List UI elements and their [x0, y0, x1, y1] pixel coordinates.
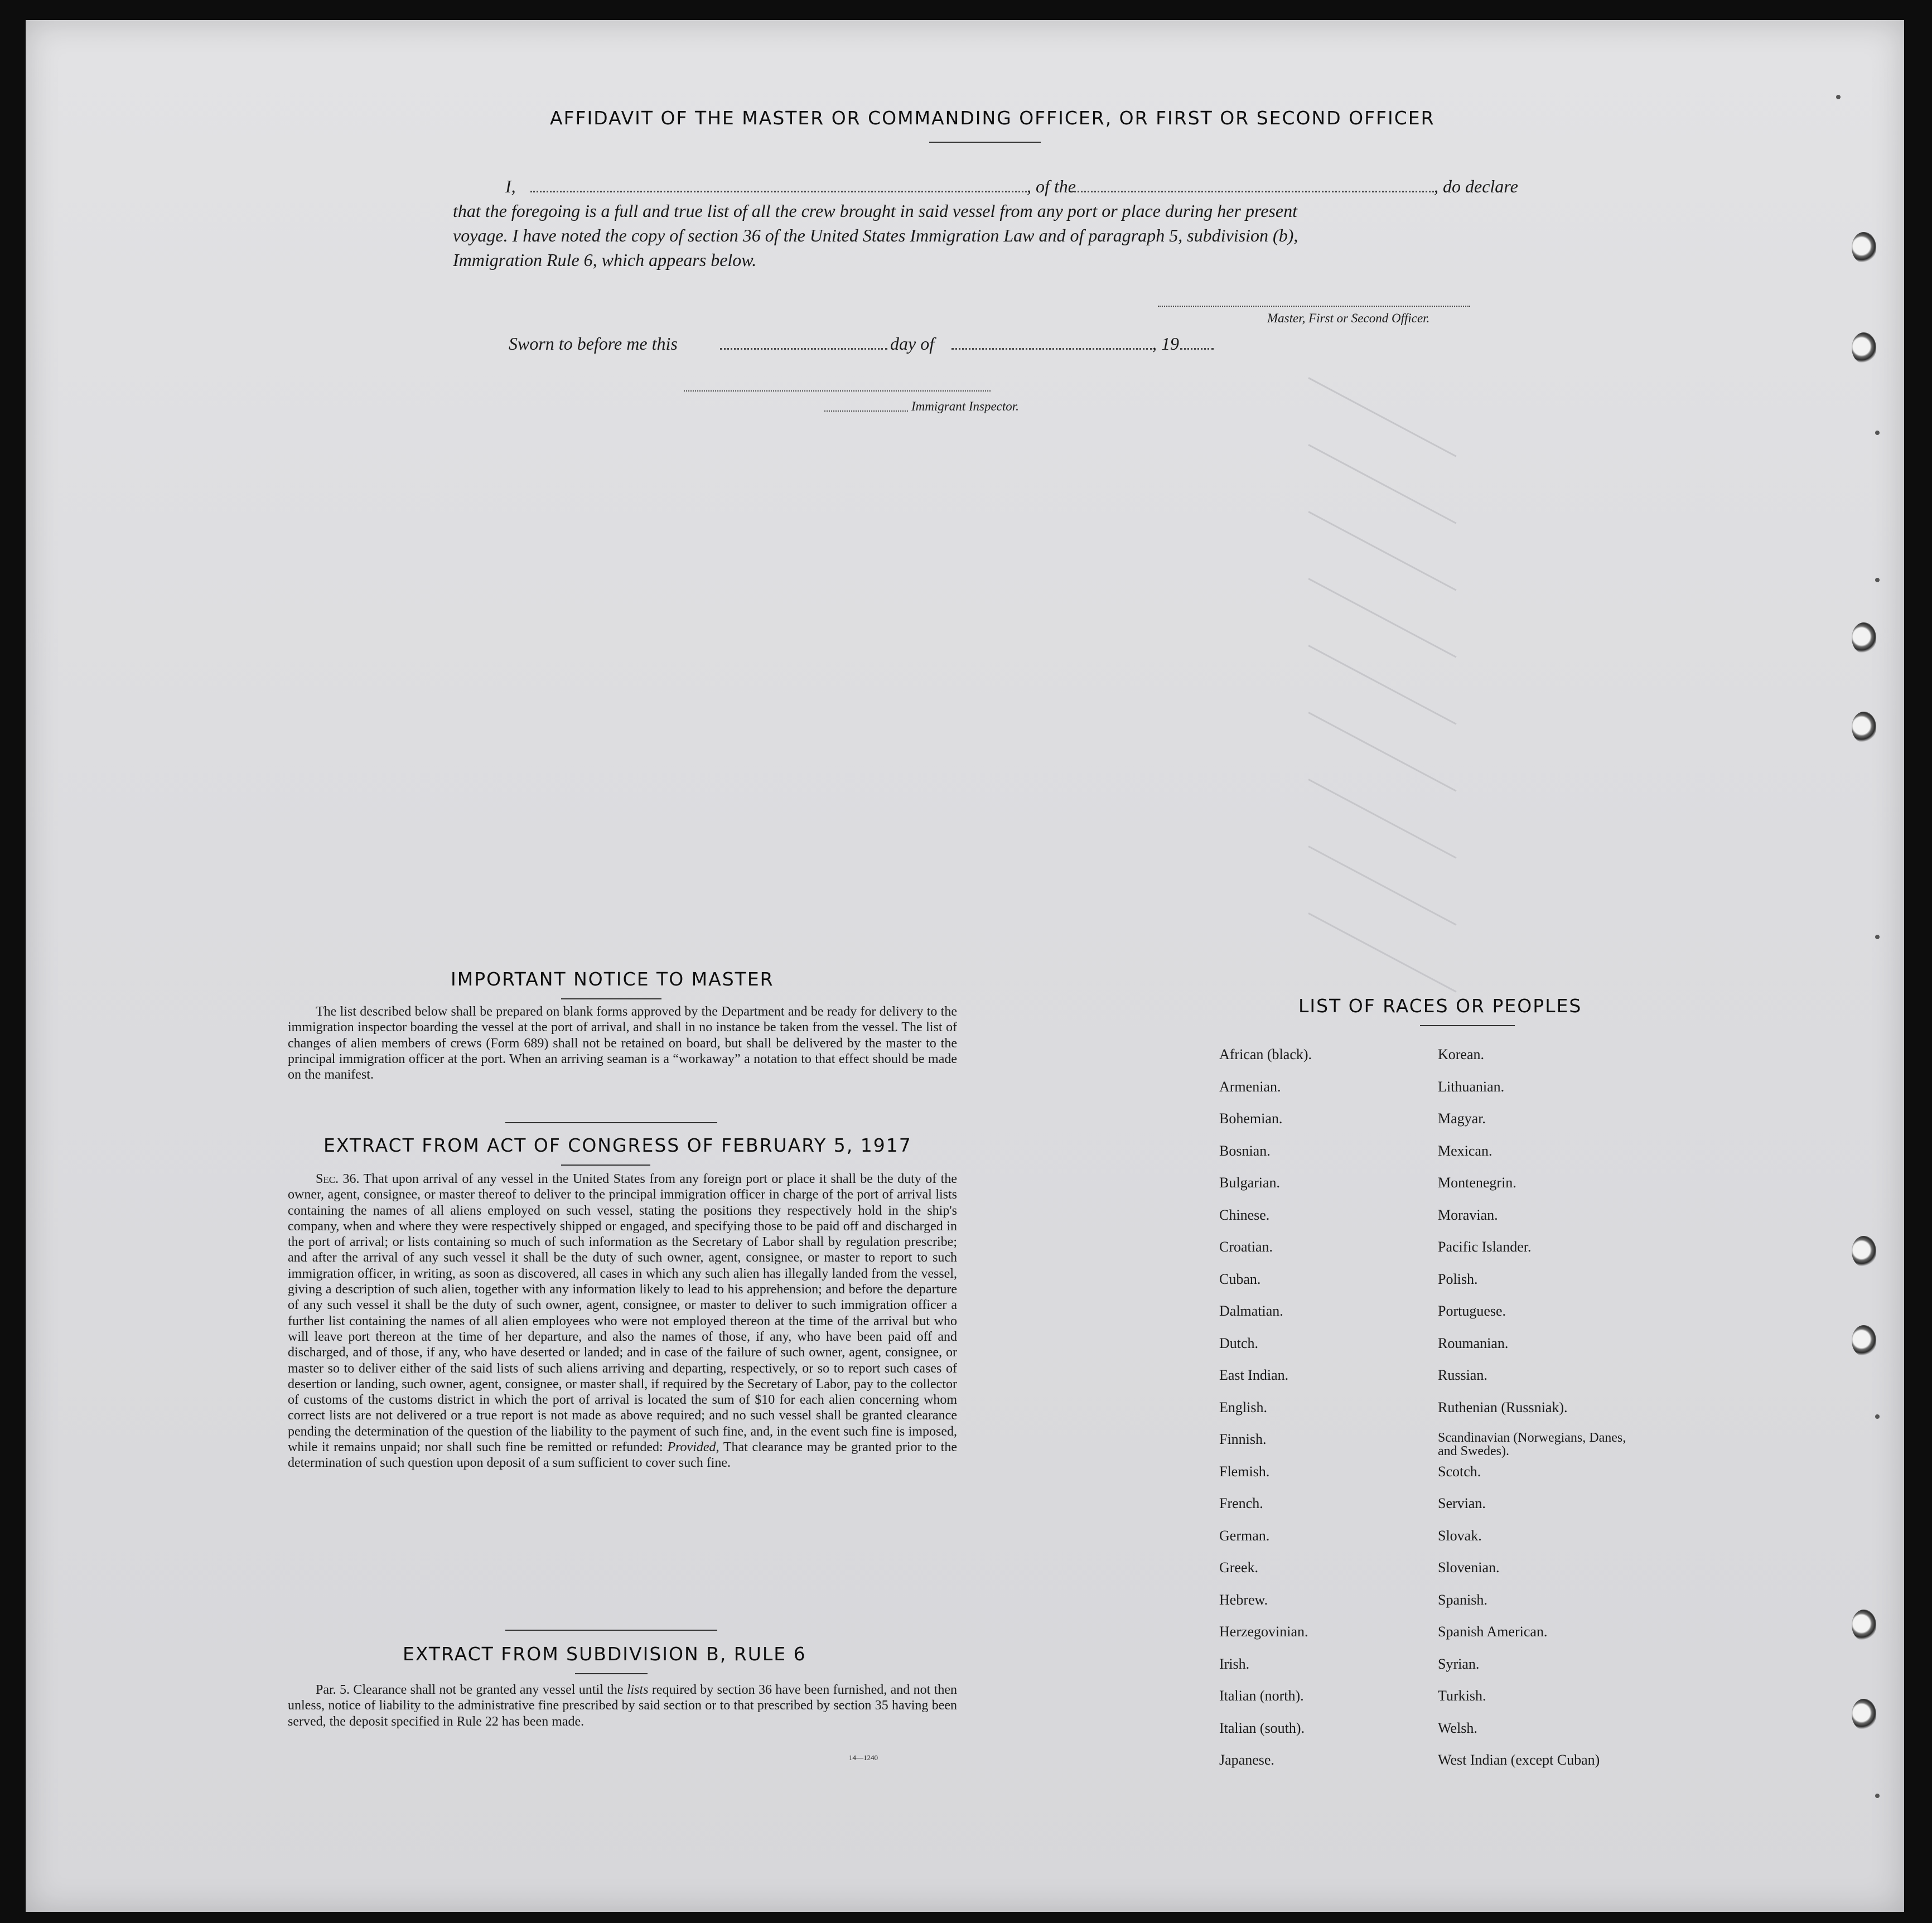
- race-item: Magyar.: [1438, 1110, 1486, 1127]
- races-title-rule: [1420, 1025, 1515, 1026]
- notice-text-body: The list described below shall be prepared on blank forms approved by the Department and be ready for delivery to the immigration inspector boarding the vessel at the port of arrival, and shall in no instance be taken from the vessel. The list of changes of alien members of crews (Form 689) shall not be retained on board, but shall be delivered by the master to the principal immigration officer at the port. When an arriving seaman is a “workaway” a notation to that effect should be made on the manifest.: [288, 1004, 957, 1083]
- race-item: Greek.: [1219, 1559, 1259, 1576]
- officer-signature-label: Master, First or Second Officer.: [1267, 311, 1430, 325]
- race-item: West Indian (except Cuban): [1438, 1752, 1600, 1768]
- races-list-right: [1438, 1046, 1627, 1784]
- race-item: Pacific Islander.: [1438, 1239, 1532, 1255]
- margin-speck: [1836, 95, 1841, 99]
- officer-signature-field[interactable]: [1158, 306, 1470, 307]
- race-item: Welsh.: [1438, 1719, 1477, 1736]
- race-item: Italian (north).: [1219, 1688, 1304, 1704]
- affidavit-of-the-label: , of the: [1027, 176, 1076, 196]
- notice-text: [288, 1004, 957, 1083]
- act-top-rule: [505, 1122, 717, 1123]
- race-item: Scandinavian (Norwegians, Danes, and Swedes).: [1438, 1431, 1626, 1458]
- rule-lists-word: lists: [626, 1683, 649, 1697]
- sworn-month-field[interactable]: [951, 348, 1152, 350]
- rule-top-rule: [505, 1630, 717, 1631]
- act-sec-label: Sec. 36.: [316, 1172, 360, 1186]
- inspector-leader-dots: [824, 410, 908, 412]
- race-item: Hebrew.: [1219, 1591, 1268, 1608]
- race-item: Polish.: [1438, 1270, 1478, 1287]
- act-title: EXTRACT FROM ACT OF CONGRESS OF FEBRUARY 5, 1917: [323, 1134, 912, 1156]
- race-item: African (black).: [1219, 1046, 1312, 1062]
- vessel-name-field[interactable]: [1071, 191, 1434, 192]
- race-item: Syrian.: [1438, 1655, 1480, 1672]
- race-item: Japanese.: [1219, 1752, 1274, 1768]
- margin-speck: [1875, 935, 1880, 939]
- punch-hole: [1852, 232, 1876, 263]
- margin-speck: [1875, 1414, 1880, 1419]
- race-item: Spanish.: [1438, 1591, 1487, 1608]
- race-item: Lithuanian.: [1438, 1078, 1505, 1095]
- race-item: French.: [1219, 1495, 1263, 1511]
- race-item: Dalmatian.: [1219, 1303, 1283, 1319]
- race-item: Italian (south).: [1219, 1719, 1305, 1736]
- race-item: Slovak.: [1438, 1527, 1482, 1544]
- race-item: Russian.: [1438, 1367, 1487, 1383]
- race-item: Slovenian.: [1438, 1559, 1500, 1576]
- affidavit-do-declare-label: , do declare: [1434, 176, 1518, 196]
- day-of-label: day of: [890, 334, 935, 354]
- punch-hole: [1852, 1610, 1876, 1641]
- margin-speck: [1875, 431, 1880, 435]
- rule-text-before: Par. 5. Clearance shall not be granted any vessel until the: [316, 1683, 624, 1697]
- affidavit-line-3: voyage. I have noted the copy of section 36 of the United States Immigration Law and of paragraph 5, subdivision (b),: [453, 225, 1298, 245]
- race-item: Chinese.: [1219, 1206, 1270, 1223]
- race-item: Bosnian.: [1219, 1142, 1271, 1159]
- race-item: Cuban.: [1219, 1270, 1261, 1287]
- act-provided-label: Provided,: [667, 1440, 719, 1455]
- document-page: [26, 20, 1904, 1912]
- act-title-rule: [561, 1165, 650, 1166]
- race-item: Armenian.: [1219, 1078, 1281, 1095]
- rule-text: [288, 1682, 957, 1729]
- notice-title: IMPORTANT NOTICE TO MASTER: [451, 968, 774, 990]
- race-item: Servian.: [1438, 1495, 1486, 1511]
- inspector-label: Immigrant Inspector.: [911, 399, 1019, 413]
- race-item: Irish.: [1219, 1655, 1250, 1672]
- affidavit-title-rule: [929, 142, 1041, 143]
- race-item: Dutch.: [1219, 1335, 1259, 1351]
- rule-text-after: required by section 36 have been furnished, and not then unless, notice of liability to the administrative fine prescribed by said section or to that prescribed by section 35 having been served, the deposit specified in Rule 22 has been made.: [288, 1683, 958, 1729]
- sworn-label: Sworn to before me this: [509, 334, 678, 354]
- race-item: Spanish American.: [1438, 1624, 1548, 1640]
- master-name-field[interactable]: [530, 191, 1027, 192]
- race-item: German.: [1219, 1527, 1270, 1544]
- sworn-year-field[interactable]: [1180, 348, 1214, 350]
- punch-hole: [1852, 332, 1876, 364]
- inspector-signature-field[interactable]: [684, 390, 991, 392]
- affidavit-i-label: I,: [505, 176, 516, 196]
- rule-title-rule: [575, 1673, 648, 1674]
- form-number: 14—1240: [849, 1753, 878, 1762]
- race-item: East Indian.: [1219, 1367, 1289, 1383]
- punch-hole: [1852, 622, 1876, 654]
- race-item: Herzegovinian.: [1219, 1624, 1308, 1640]
- race-item: Roumanian.: [1438, 1335, 1509, 1351]
- race-item: Flemish.: [1219, 1463, 1270, 1480]
- act-text: [288, 1171, 957, 1471]
- act-provided-text: That clearance may be granted prior to the determination of such question upon deposit of a sum sufficient to cover such fine.: [288, 1440, 957, 1471]
- punch-hole: [1852, 712, 1876, 743]
- race-item: Korean.: [1438, 1046, 1485, 1062]
- races-list-left: [1219, 1046, 1312, 1784]
- race-item: Bulgarian.: [1219, 1175, 1281, 1191]
- affidavit-line-4: Immigration Rule 6, which appears below.: [453, 250, 757, 270]
- affidavit-title: AFFIDAVIT OF THE MASTER OR COMMANDING OFFICER, OR FIRST OR SECOND OFFICER: [550, 107, 1435, 129]
- act-text-body: That upon arrival of any vessel in the United States from any foreign port or place it shall be the duty of the owner, agent, consignee, or master thereof to deliver to the principal immigration officer in charge of the port of arrival lists containing the names of all aliens employed on such vessel, stating the positions they respectively hold in the ship's company, when and where they were respectively shipped or engaged, and specifying those to be paid off and discharged in the port of arrival; or lists containing so much of such information as the Secretary of Labor shall by regulation prescribe; and after the arrival of any such vessel it shall be the duty of such owner, agent, consignee, or master to report to such immigration officer, in writing, as soon as discovered, all cases in which any such alien has illegally landed from the vessel, giving a description of such alien, together with any information likely to lead to his apprehension; and before the departure of any such vessel it shall be the duty of such owner, agent, consignee, or master to deliver to such immigration officer a further list containing the names of all alien employees who were not employed thereon at the time of the arrival but who will leave port thereon at the time of her departure, and also the names of those, if any, who have been paid off and discharged, and of those, if any, who have deserted or landed; and in case of the failure of such owner, agent, consignee, or master so to deliver either of the said lists of such aliens arriving and departing, respectively, or so to report such cases of desertion or landing, such owner, agent, consignee, or master shall, if required by the Secretary of Labor, pay to the collector of customs of the customs district in which the port of arrival is located the sum of $10 for each alien concerning whom correct lists are not delivered or a true report is not made as above required; and no such vessel shall be granted clearance pending the determination of the question of the liability to the payment of such fine, and, in the event such fine is imposed, while it remains unpaid; nor shall such fine be remitted or refunded:: [288, 1172, 957, 1455]
- race-item: Turkish.: [1438, 1688, 1486, 1704]
- race-item: English.: [1219, 1399, 1267, 1415]
- race-item: Croatian.: [1219, 1239, 1273, 1255]
- race-item: Scotch.: [1438, 1463, 1481, 1480]
- margin-speck: [1875, 578, 1880, 582]
- race-item: Ruthenian (Russniak).: [1438, 1399, 1568, 1415]
- affidavit-line-2: that the foregoing is a full and true list of all the crew brought in said vessel from any port or place during her present: [453, 201, 1297, 221]
- rule-title: EXTRACT FROM SUBDIVISION B, RULE 6: [403, 1643, 806, 1665]
- sworn-day-field[interactable]: [720, 348, 887, 350]
- race-item: Bohemian.: [1219, 1110, 1283, 1127]
- race-item: Moravian.: [1438, 1206, 1498, 1223]
- margin-speck: [1875, 1794, 1880, 1798]
- race-item: Mexican.: [1438, 1142, 1493, 1159]
- punch-hole: [1852, 1236, 1876, 1267]
- punch-hole: [1852, 1325, 1876, 1356]
- race-item: Portuguese.: [1438, 1303, 1506, 1319]
- race-item: Montenegrin.: [1438, 1175, 1516, 1191]
- notice-title-rule: [561, 998, 661, 999]
- races-title: LIST OF RACES OR PEOPLES: [1298, 995, 1582, 1017]
- punch-hole: [1852, 1699, 1876, 1730]
- race-item: Finnish.: [1219, 1431, 1267, 1447]
- year-prefix-label: , 19: [1152, 334, 1179, 354]
